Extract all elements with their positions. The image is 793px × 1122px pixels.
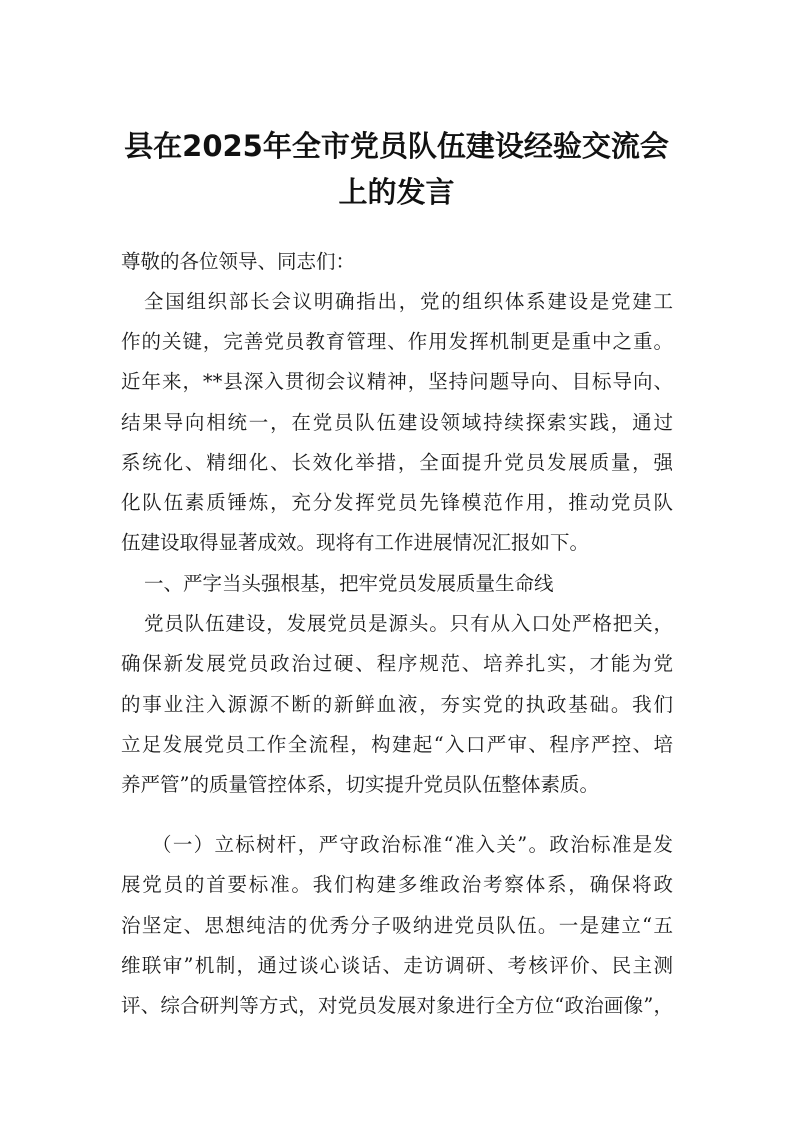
subsection-line: （一）立标树杆，严守政治标准“准入关”。政治标准是发: [152, 833, 673, 856]
salutation: 尊敬的各位领导、同志们：: [121, 250, 356, 273]
paragraph-line: 展党员的首要标准。我们构建多维政治考察体系，确保将政: [121, 873, 673, 896]
document-title-line-1: 县在2025年全市党员队伍建设经验交流会: [124, 129, 669, 163]
paragraph-line: 治坚定、思想纯洁的优秀分子吸纳进党员队伍。一是建立“五: [121, 914, 673, 937]
paragraph-line: 化队伍素质锤炼，充分发挥党员先锋模范作用，推动党员队: [121, 491, 673, 514]
paragraph-line: 结果导向相统一，在党员队伍建设领域持续探索实践，通过: [121, 411, 673, 434]
paragraph-line: 确保新发展党员政治过硬、程序规范、培养扎实，才能为党: [121, 652, 673, 675]
paragraph-line: 全国组织部长会议明确指出，党的组织体系建设是党建工: [144, 290, 673, 313]
paragraph-line: 的事业注入源源不断的新鲜血液，夯实党的执政基础。我们: [121, 693, 673, 716]
paragraph-line: 党员队伍建设，发展党员是源头。只有从入口处严格把关，: [144, 612, 673, 635]
paragraph-line: 系统化、精细化、长效化举措，全面提升党员发展质量，强: [121, 451, 673, 474]
section-heading: 一、严字当头强根基，把牢党员发展质量生命线: [144, 572, 554, 595]
document-title-line-2: 上的发言: [338, 175, 455, 209]
paragraph-line: 评、综合研判等方式，对党员发展对象进行全方位“政治画像”，: [121, 994, 673, 1017]
paragraph-line: 维联审”机制，通过谈心谈话、走访调研、考核评价、民主测: [121, 954, 673, 977]
paragraph-line: 伍建设取得显著成效。现将有工作进展情况汇报如下。: [121, 531, 590, 554]
paragraph-line: 立足发展党员工作全流程，构建起“入口严审、程序严控、培: [121, 733, 673, 756]
paragraph-line: 近年来，**县深入贯彻会议精神，坚持问题导向、目标导向、: [121, 370, 673, 393]
paragraph-line: 养严管”的质量管控体系，切实提升党员队伍整体素质。: [121, 773, 599, 796]
paragraph-line: 作的关键，完善党员教育管理、作用发挥机制更是重中之重。: [121, 330, 673, 353]
